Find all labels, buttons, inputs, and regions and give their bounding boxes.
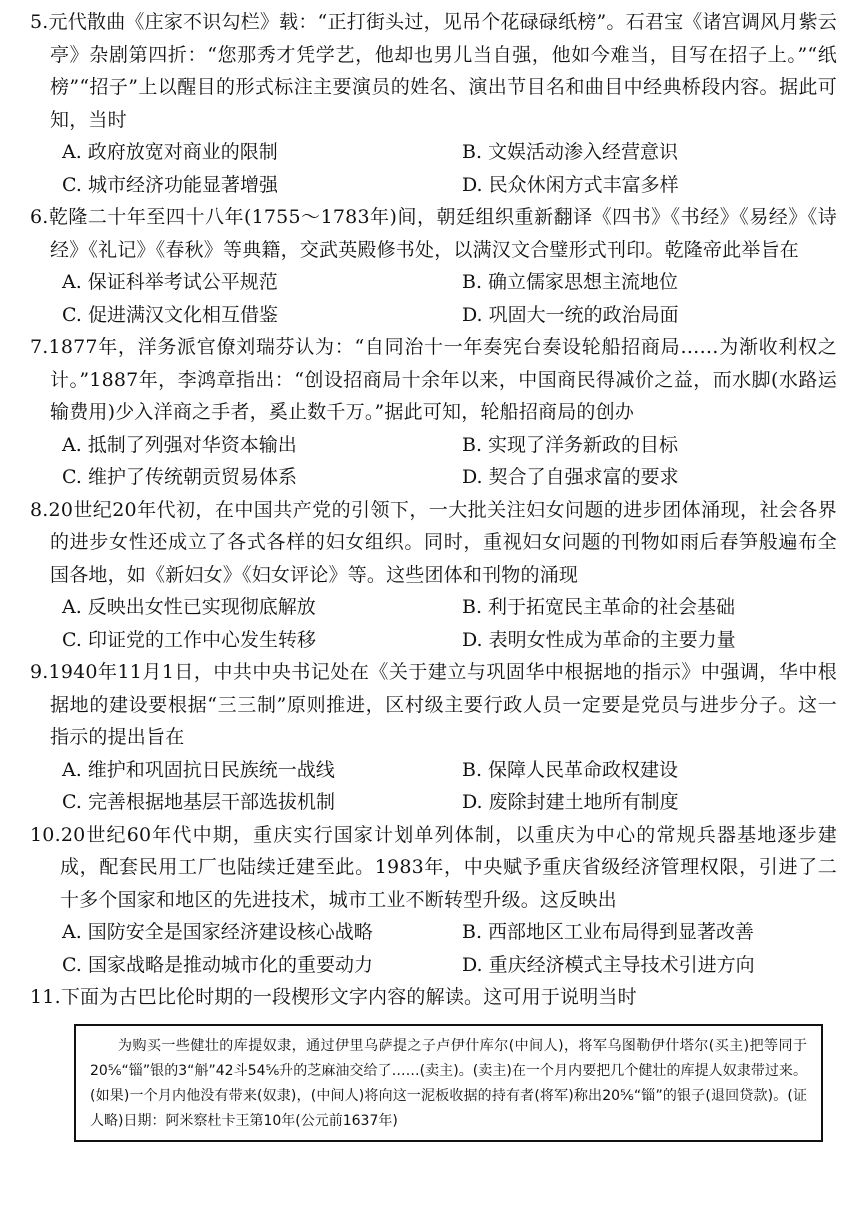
question-7 bbox=[30, 331, 837, 494]
option-b: B. 文娱活动渗入经营意识 bbox=[462, 141, 679, 163]
option-b: B. 利于拓宽民主革命的社会基础 bbox=[462, 596, 736, 618]
question-stem: 7.1877年，洋务派官僚刘瑞芬认为：“自同治十一年奏宪台奏设轮船招商局……为渐收利权之计。”1887年，李鸿章指出：“创设招商局十余年以来，中国商民得减价之益，而水脚(水路运输费用)少入洋商之手者，奚止数千万。”据此可知，轮船招商局的创办 bbox=[30, 336, 837, 423]
option-a: A. 维护和巩固抗日民族统一战线 bbox=[62, 758, 335, 781]
option-c: C. 促进满汉文化相互借鉴 bbox=[62, 303, 278, 326]
option-b: B. 保障人民革命政权建设 bbox=[462, 758, 679, 781]
question-stem: 8.20世纪20年代初，在中国共产党的引领下，一大批关注妇女问题的进步团体涌现，社会各界的进步女性还成立了各式各样的妇女组织。同时，重视妇女问题的刊物如雨后春笋般遍布全国各地，如《新妇女》《妇女评论》等。这些团体和刊物的涌现 bbox=[30, 498, 837, 586]
source-material-box: 为购买一些健壮的库提奴隶，通过伊里乌萨提之子卢伊什库尔(中间人)，将军乌图勒伊什塔尔(买主)把等同于20⅚“锱”银的3“斛”42斗54⅚升的芝麻油交给了……(卖主)。(卖主)在一个月内要把几个健壮的库提人奴隶带过来。(如果)一个月内他没有带来(奴隶)，(中间人)将向这一泥板收据的持有者(将军)称出20⅚“锱”的银子(退回贷款)。(证人略)日期：阿米察杜卡王第10年(公元前1637年) bbox=[74, 1024, 823, 1142]
option-a: A. 保证科举考试公平规范 bbox=[62, 271, 278, 293]
option-grid bbox=[30, 591, 837, 656]
question-11 bbox=[30, 981, 837, 1142]
option-d: D. 巩固大一统的政治局面 bbox=[462, 303, 679, 326]
option-d: D. 表明女性成为革命的主要力量 bbox=[462, 628, 736, 651]
option-grid bbox=[30, 429, 837, 494]
option-grid bbox=[30, 136, 837, 201]
option-b: B. 实现了洋务新政的目标 bbox=[462, 433, 679, 456]
option-b: B. 确立儒家思想主流地位 bbox=[462, 271, 679, 293]
option-c: C. 维护了传统朝贡贸易体系 bbox=[62, 466, 297, 488]
question-10 bbox=[30, 819, 837, 982]
option-a: A. 反映出女性已实现彻底解放 bbox=[62, 596, 316, 618]
question-stem: 6.乾隆二十年至四十八年(1755～1783年)间，朝廷组织重新翻译《四书》《书经》《易经》《诗经》《礼记》《春秋》等典籍，交武英殿修书处，以满汉文合璧形式刊印。乾隆帝此举旨在 bbox=[30, 206, 837, 261]
question-stem: 10.20世纪60年代中期，重庆实行国家计划单列体制，以重庆为中心的常规兵器基地逐步建成，配套民用工厂也陆续迁建至此。1983年，中央赋予重庆省级经济管理权限，引进了二十多个国家和地区的先进技术，城市工业不断转型升级。这反映出 bbox=[30, 823, 837, 911]
option-c: C. 城市经济功能显著增强 bbox=[62, 173, 278, 196]
question-stem: 11.下面为古巴比伦时期的一段楔形文字内容的解读。这可用于说明当时 bbox=[30, 986, 637, 1008]
option-c: C. 印证党的工作中心发生转移 bbox=[62, 628, 316, 651]
question-stem: 5.元代散曲《庄家不识勾栏》载：“正打街头过，见吊个花碌碌纸榜”。石君宝《诸宫调风月紫云亭》杂剧第四折：“您那秀才凭学艺，他却也男儿当自强，他如今难当，目写在招子上。”“纸榜”“招子”上以醒目的形式标注主要演员的姓名、演出节目名和曲目中经典桥段内容。据此可知，当时 bbox=[30, 11, 837, 131]
option-grid bbox=[30, 266, 837, 331]
question-9 bbox=[30, 656, 837, 819]
question-stem: 9.1940年11月1日，中共中央书记处在《关于建立与巩固华中根据地的指示》中强调，华中根据地的建设要根据“三三制”原则推进，区村级主要行政人员一定要是党员与进步分子。这一指示的提出旨在 bbox=[30, 661, 837, 748]
option-d: D. 重庆经济模式主导技术引进方向 bbox=[462, 953, 755, 976]
option-c: C. 国家战略是推动城市化的重要动力 bbox=[62, 953, 373, 976]
option-grid bbox=[30, 916, 837, 981]
question-5 bbox=[30, 6, 837, 201]
option-d: D. 契合了自强求富的要求 bbox=[462, 466, 679, 488]
option-c: C. 完善根据地基层干部选拔机制 bbox=[62, 791, 335, 813]
option-a: A. 抵制了列强对华资本输出 bbox=[62, 433, 297, 456]
option-d: D. 民众休闲方式丰富多样 bbox=[462, 173, 679, 196]
option-b: B. 西部地区工业布局得到显著改善 bbox=[462, 921, 755, 943]
option-grid bbox=[30, 754, 837, 819]
option-a: A. 政府放宽对商业的限制 bbox=[62, 141, 278, 163]
question-6 bbox=[30, 201, 837, 331]
option-a: A. 国防安全是国家经济建设核心战略 bbox=[62, 921, 373, 943]
option-d: D. 废除封建土地所有制度 bbox=[462, 791, 679, 813]
question-8 bbox=[30, 494, 837, 657]
